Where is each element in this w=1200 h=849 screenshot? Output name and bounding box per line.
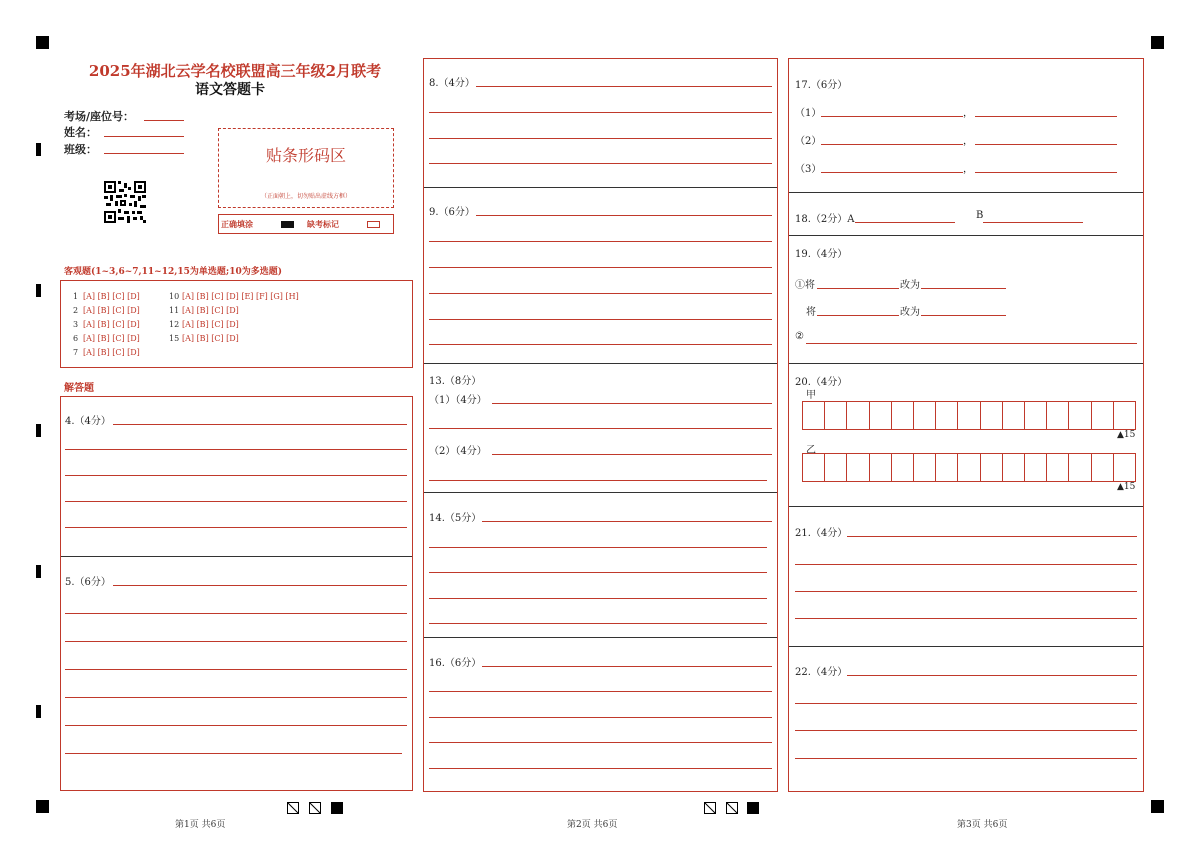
page-marker-filled bbox=[331, 802, 343, 814]
page-marker-filled bbox=[747, 802, 759, 814]
filled-sample bbox=[281, 221, 294, 228]
answer-line[interactable] bbox=[482, 521, 772, 522]
answer-options[interactable]: [A] [B] [C] [D] bbox=[182, 306, 239, 315]
answer-options[interactable]: [A] [B] [C] [D] bbox=[83, 292, 140, 301]
answer-line[interactable] bbox=[975, 144, 1117, 145]
q-number: 1 bbox=[73, 292, 79, 301]
q20-yi-label: 乙 bbox=[806, 445, 816, 456]
absent-mark-box[interactable] bbox=[367, 221, 380, 228]
answer-line[interactable] bbox=[429, 768, 772, 769]
answer-box-col2 bbox=[423, 58, 778, 792]
answer-line[interactable] bbox=[429, 319, 772, 320]
answer-line[interactable] bbox=[429, 547, 767, 548]
q17-section bbox=[789, 59, 1143, 192]
q-number: 12 bbox=[169, 320, 180, 329]
q19-section bbox=[789, 235, 1143, 363]
q-number: 15 bbox=[169, 334, 180, 343]
answer-line[interactable] bbox=[921, 288, 1006, 289]
answer-line[interactable] bbox=[65, 501, 407, 502]
answer-line[interactable] bbox=[847, 536, 1137, 537]
change-to-label: 改为 bbox=[900, 307, 920, 318]
q13-section bbox=[424, 363, 777, 492]
answer-line[interactable] bbox=[821, 144, 963, 145]
answer-options[interactable]: [A] [B] [C] [D] bbox=[83, 348, 140, 357]
q18-label: 18.（2分）A bbox=[795, 214, 855, 225]
answer-options[interactable]: [A] [B] [C] [D] bbox=[83, 334, 140, 343]
answer-line[interactable] bbox=[429, 112, 772, 113]
q-number: 6 bbox=[73, 334, 79, 343]
q14-label: 14.（5分） bbox=[429, 513, 482, 524]
q22-label: 22.（4分） bbox=[795, 667, 848, 678]
q4-section bbox=[61, 397, 412, 556]
q17-2-label: （2） bbox=[795, 136, 822, 147]
q-number: 3 bbox=[73, 320, 79, 329]
page-footer-3: 第3页 共6页 bbox=[957, 820, 1008, 830]
answer-line[interactable] bbox=[476, 86, 772, 87]
q16-label: 16.（6分） bbox=[429, 658, 482, 669]
q18-b-label: B bbox=[976, 210, 984, 221]
answer-line[interactable] bbox=[492, 454, 772, 455]
objective-heading: 客观题(1~3,6~7,11~12,15为单选题;10为多选题) bbox=[64, 267, 283, 277]
barcode-label: 贴条形码区 bbox=[265, 146, 346, 165]
q17-1-label: （1） bbox=[795, 108, 822, 119]
correct-fill-label: 正确填涂 bbox=[221, 219, 253, 229]
q17-label: 17.（6分） bbox=[795, 80, 848, 91]
answer-line[interactable] bbox=[65, 641, 407, 642]
corner-mark bbox=[1151, 800, 1164, 813]
answer-heading: 解答题 bbox=[64, 383, 94, 394]
answer-line[interactable] bbox=[476, 215, 772, 216]
answer-line[interactable] bbox=[65, 475, 407, 476]
answer-line[interactable] bbox=[429, 241, 772, 242]
answer-line[interactable] bbox=[113, 585, 407, 586]
answer-options[interactable]: [A] [B] [C] [D] [E] [F] [G] [H] bbox=[182, 292, 299, 301]
answer-options[interactable]: [A] [B] [C] [D] bbox=[83, 306, 140, 315]
q19-2-label: ② bbox=[795, 331, 804, 342]
q20-section bbox=[789, 363, 1143, 506]
answer-line[interactable] bbox=[975, 116, 1117, 117]
page-footer-1: 第1页 共6页 bbox=[175, 820, 226, 830]
fill-legend bbox=[218, 214, 394, 234]
corner-mark bbox=[1151, 36, 1164, 49]
answer-line[interactable] bbox=[847, 675, 1137, 676]
timing-mark bbox=[36, 565, 41, 578]
answer-line[interactable] bbox=[821, 172, 963, 173]
q19-1a-label: ①将 bbox=[795, 280, 815, 291]
answer-line[interactable] bbox=[65, 613, 407, 614]
q-number: 2 bbox=[73, 306, 79, 315]
comma: ， bbox=[963, 164, 973, 175]
comma: ， bbox=[963, 136, 973, 147]
answer-line[interactable] bbox=[817, 288, 899, 289]
absent-mark-label: 缺考标记 bbox=[307, 219, 339, 229]
answer-line[interactable] bbox=[429, 428, 772, 429]
answer-line[interactable] bbox=[65, 697, 407, 698]
answer-line[interactable] bbox=[65, 449, 407, 450]
q21-label: 21.（4分） bbox=[795, 528, 848, 539]
answer-line[interactable] bbox=[795, 618, 1137, 619]
qr-code bbox=[104, 181, 146, 223]
q20-count: ▲15 bbox=[1117, 482, 1136, 492]
page-marker-hatched bbox=[704, 802, 716, 814]
timing-mark bbox=[36, 143, 41, 156]
q20-label: 20.（4分） bbox=[795, 377, 848, 388]
name-label: 姓名： bbox=[64, 126, 97, 139]
q4-label: 4.（4分） bbox=[65, 416, 111, 427]
card-subtitle: 语文答题卡 bbox=[195, 82, 265, 98]
answer-line[interactable] bbox=[817, 315, 899, 316]
q14-section bbox=[424, 492, 777, 637]
q20-jia-label: 甲 bbox=[806, 390, 816, 401]
corner-mark bbox=[36, 800, 49, 813]
timing-mark bbox=[36, 705, 41, 718]
answer-options[interactable]: [A] [B] [C] [D] bbox=[182, 320, 239, 329]
answer-line[interactable] bbox=[429, 138, 772, 139]
q13-2-label: （2）（4分） bbox=[429, 446, 487, 457]
answer-options[interactable]: [A] [B] [C] [D] bbox=[83, 320, 140, 329]
char-grid-jia[interactable] bbox=[802, 401, 1136, 430]
answer-line[interactable] bbox=[429, 572, 767, 573]
answer-line[interactable] bbox=[429, 598, 767, 599]
answer-line[interactable] bbox=[429, 691, 772, 692]
exam-title: 2025年湖北云学名校联盟高三年级2月联考 bbox=[88, 62, 382, 80]
answer-line[interactable] bbox=[795, 703, 1137, 704]
char-grid-yi[interactable] bbox=[802, 453, 1136, 482]
answer-line[interactable] bbox=[821, 116, 963, 117]
q13-label: 13.（8分） bbox=[429, 376, 482, 387]
page-marker-hatched bbox=[309, 802, 321, 814]
page-marker-hatched bbox=[726, 802, 738, 814]
name-field[interactable] bbox=[104, 136, 184, 137]
answer-line[interactable] bbox=[795, 730, 1137, 731]
answer-line[interactable] bbox=[855, 222, 955, 223]
timing-mark bbox=[36, 284, 41, 297]
q-number: 7 bbox=[73, 348, 79, 357]
q21-section bbox=[789, 506, 1143, 646]
q18-section bbox=[789, 192, 1143, 235]
q22-section bbox=[789, 646, 1143, 791]
objective-box bbox=[60, 280, 413, 368]
answer-line[interactable] bbox=[921, 315, 1006, 316]
q-number: 10 bbox=[169, 292, 180, 301]
answer-line[interactable] bbox=[492, 403, 772, 404]
class-field[interactable] bbox=[104, 153, 184, 154]
answer-line[interactable] bbox=[429, 163, 772, 164]
q5-section bbox=[61, 556, 412, 790]
q13-1-label: （1）（4分） bbox=[429, 395, 487, 406]
answer-line[interactable] bbox=[429, 623, 767, 624]
seat-field[interactable] bbox=[144, 120, 184, 121]
answer-line[interactable] bbox=[806, 343, 1137, 344]
q8-label: 8.（4分） bbox=[429, 78, 475, 89]
answer-line[interactable] bbox=[983, 222, 1083, 223]
corner-mark bbox=[36, 36, 49, 49]
answer-line[interactable] bbox=[975, 172, 1117, 173]
answer-line[interactable] bbox=[65, 753, 402, 754]
q9-section bbox=[424, 187, 777, 363]
answer-line[interactable] bbox=[482, 666, 772, 667]
timing-mark bbox=[36, 424, 41, 437]
q19-label: 19.（4分） bbox=[795, 249, 848, 260]
q8-section bbox=[424, 59, 777, 187]
answer-line[interactable] bbox=[429, 267, 772, 268]
answer-line[interactable] bbox=[429, 293, 772, 294]
class-label: 班级： bbox=[64, 143, 97, 156]
barcode-note: （正面朝上，切勿贴出虚线方框） bbox=[260, 193, 351, 200]
answer-line[interactable] bbox=[113, 424, 407, 425]
q5-label: 5.（6分） bbox=[65, 577, 111, 588]
seat-label: 考场/座位号： bbox=[64, 110, 135, 123]
q17-3-label: （3） bbox=[795, 164, 822, 175]
page-footer-2: 第2页 共6页 bbox=[567, 820, 618, 830]
q9-label: 9.（6分） bbox=[429, 207, 475, 218]
answer-line[interactable] bbox=[429, 742, 772, 743]
answer-line[interactable] bbox=[65, 725, 407, 726]
barcode-area bbox=[218, 128, 394, 208]
answer-line[interactable] bbox=[65, 527, 407, 528]
q16-section bbox=[424, 637, 777, 791]
answer-line[interactable] bbox=[795, 591, 1137, 592]
answer-line[interactable] bbox=[795, 564, 1137, 565]
q19-1b-label: 将 bbox=[806, 307, 816, 318]
q-number: 11 bbox=[169, 306, 180, 315]
answer-line[interactable] bbox=[429, 717, 772, 718]
answer-line[interactable] bbox=[795, 758, 1137, 759]
comma: ， bbox=[963, 108, 973, 119]
answer-box-col3 bbox=[788, 58, 1144, 792]
q20-count: ▲15 bbox=[1117, 430, 1136, 440]
page-marker-hatched bbox=[287, 802, 299, 814]
change-to-label: 改为 bbox=[900, 280, 920, 291]
answer-line[interactable] bbox=[429, 344, 772, 345]
answer-line[interactable] bbox=[429, 480, 767, 481]
answer-line[interactable] bbox=[65, 669, 407, 670]
answer-options[interactable]: [A] [B] [C] [D] bbox=[182, 334, 239, 343]
answer-box-col1 bbox=[60, 396, 413, 791]
